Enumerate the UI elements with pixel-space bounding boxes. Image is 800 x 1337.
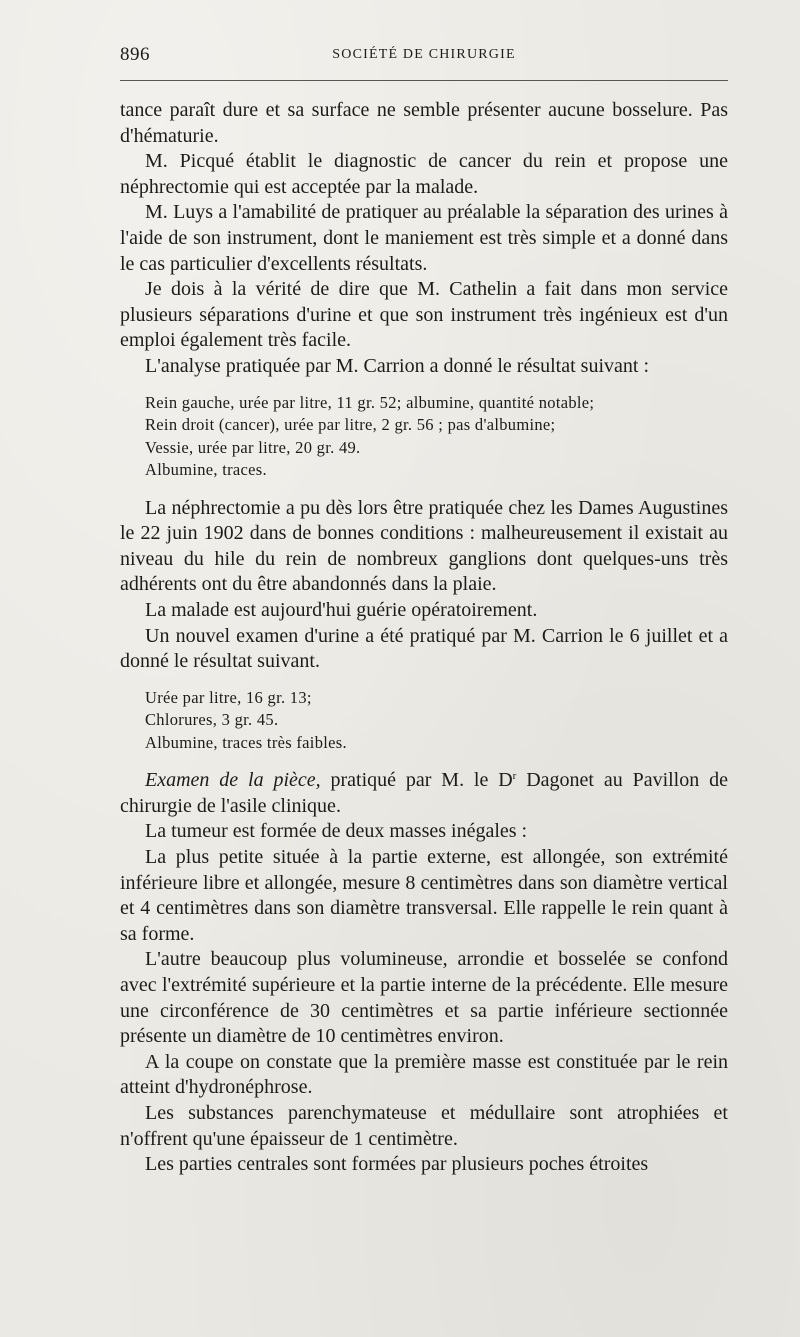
page-number: 896 bbox=[120, 44, 150, 65]
header-rule bbox=[120, 80, 728, 81]
analysis-line: Chlorures, 3 gr. 45. bbox=[145, 710, 279, 730]
paragraph-5: L'analyse pratiquée par M. Carrion a donné le résultat suivant : bbox=[145, 354, 649, 377]
analysis-line: Albumine, traces. bbox=[145, 460, 267, 480]
page-header bbox=[120, 44, 728, 74]
paragraph-9-text-a: pratiqué par M. le D bbox=[320, 769, 513, 792]
running-title: SOCIÉTÉ DE CHIRURGIE bbox=[332, 47, 516, 62]
body-text bbox=[120, 98, 728, 1178]
superscript-r: r bbox=[512, 770, 517, 783]
paragraph-11: La plus petite située à la partie externe, est allongée, son extrémité inférieure libre et allongée, mesure 8 centimètres dans son diamètre vertical et 4 centimètres dans son diamètre transversal. Elle rappelle le rein quant à sa forme. bbox=[120, 845, 728, 945]
paragraph-9-text-b: Dagonet au Pavillon de chirurgie de l'asile clinique. bbox=[120, 769, 728, 817]
analysis-line: Albumine, traces très faibles. bbox=[145, 732, 347, 752]
paragraph-12: L'autre beaucoup plus volumineuse, arrondie et bosselée se confond avec l'extrémité supérieure et la partie interne de la précédente. Elle mesure une circonférence de 30 centimètres et sa partie inférieure sectionnée présente un diamètre de 10 centimètres environ. bbox=[120, 948, 728, 1048]
paragraph-6: La néphrectomie a pu dès lors être pratiquée chez les Dames Augustines le 22 juin 1902 dans de bonnes conditions : malheureusement il existait au niveau du hile du rein de nombreux ganglions dont quelques-uns très adhérents ont du être abandonnés dans la plaie. bbox=[120, 496, 728, 596]
paragraph-8: Un nouvel examen d'urine a été pratiqué par M. Carrion le 6 juillet et a donné le résultat suivant. bbox=[120, 624, 728, 673]
analysis-line: Rein droit (cancer), urée par litre, 2 gr. 56 ; pas d'albumine; bbox=[145, 415, 556, 435]
analysis-line: Vessie, urée par litre, 20 gr. 49. bbox=[145, 437, 361, 457]
paragraph-1: tance paraît dure et sa surface ne semble présenter aucune bosselure. Pas d'hématurie. bbox=[120, 99, 728, 147]
paragraph-9 bbox=[120, 768, 728, 819]
paragraph-3: M. Luys a l'amabilité de pratiquer au préalable la séparation des urines à l'aide de son instrument, dont le maniement est très simple et a donné dans le cas particulier d'excellents résultats. bbox=[120, 201, 728, 275]
paragraph-10: La tumeur est formée de deux masses inégales : bbox=[145, 820, 528, 843]
urine-analysis-2 bbox=[145, 687, 728, 755]
paragraph-7: La malade est aujourd'hui guérie opératoirement. bbox=[145, 598, 538, 621]
analysis-line: Rein gauche, urée par litre, 11 gr. 52; albumine, quantité notable; bbox=[145, 392, 595, 412]
paragraph-13: A la coupe on constate que la première masse est constituée par le rein atteint d'hydronéphrose. bbox=[120, 1050, 728, 1099]
paragraph-4: Je dois à la vérité de dire que M. Cathelin a fait dans mon service plusieurs séparations d'urine et que son instrument très ingénieux est d'un emploi également très facile. bbox=[120, 278, 728, 352]
paragraph-2: M. Picqué établit le diagnostic de cancer du rein et propose une néphrectomie qui est acceptée par la malade. bbox=[120, 150, 728, 198]
analysis-line: Urée par litre, 16 gr. 13; bbox=[145, 687, 312, 707]
paragraph-14: Les substances parenchymateuse et médullaire sont atrophiées et n'offrent qu'une épaisseur de 1 centimètre. bbox=[120, 1101, 728, 1150]
urine-analysis-1 bbox=[145, 392, 728, 482]
paragraph-15: Les parties centrales sont formées par plusieurs poches étroites bbox=[145, 1153, 649, 1176]
section-heading-examen: Examen de la pièce, bbox=[145, 769, 321, 792]
